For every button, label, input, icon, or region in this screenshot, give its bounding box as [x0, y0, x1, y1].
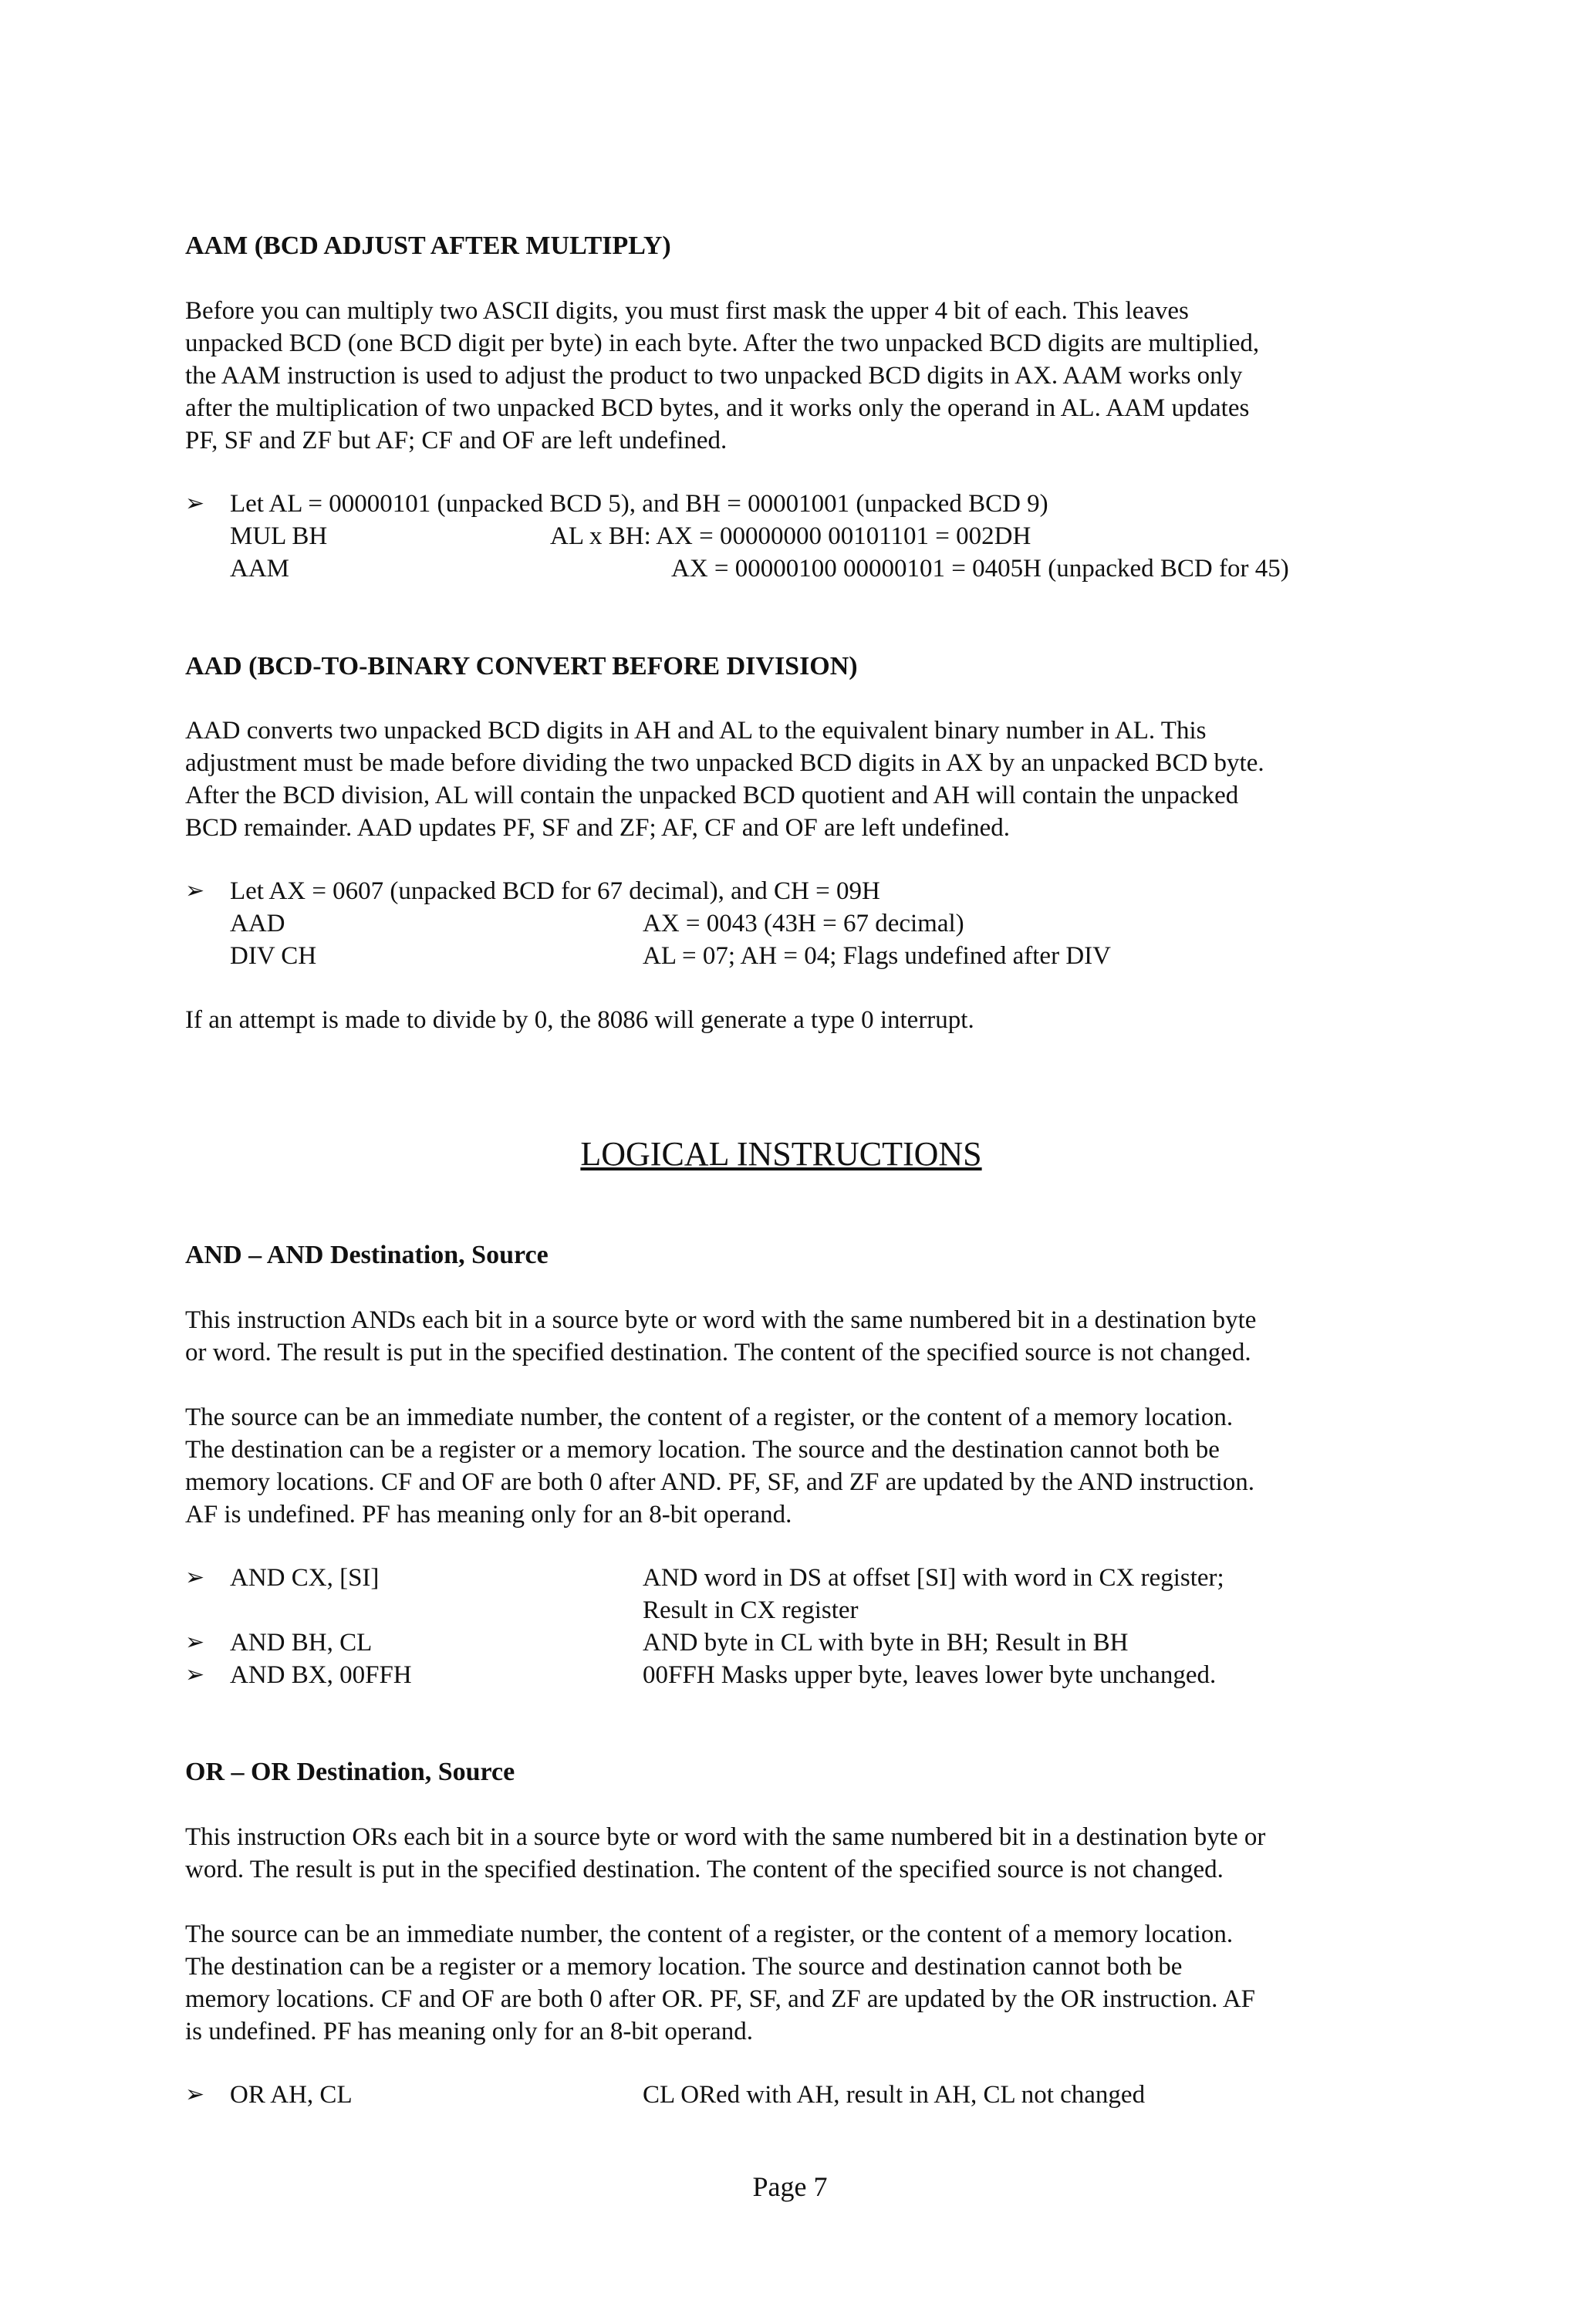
instruction-description: AND byte in CL with byte in BH; Result in BH — [643, 1629, 1129, 1657]
instruction: AND CX, [SI] — [230, 1564, 380, 1592]
instruction-description: CL ORed with AH, result in AH, CL not changed — [643, 2081, 1146, 2109]
instruction-description: AL = 07; AH = 04; Flags undefined after DIV — [643, 942, 1111, 970]
or-paragraph-1 — [185, 1821, 1377, 1886]
instruction: MUL BH — [230, 522, 328, 550]
instruction-description: AL x BH: AX = 00000000 00101101 = 002DH — [550, 522, 1031, 550]
or-line: This instruction ORs each bit in a source byte or word with the same numbered bit in a destination byte or — [185, 1823, 1266, 1851]
aad-example-row — [185, 907, 1377, 940]
and-line: AF is undefined. PF has meaning only for an 8-bit operand. — [185, 1501, 792, 1529]
and-example-row-continued — [185, 1594, 1377, 1626]
and-line: The destination can be a register or a memory location. The source and the destination cannot both be — [185, 1436, 1220, 1464]
aam-line: after the multiplication of two unpacked BCD bytes, and it works only the operand in AL. AAM updates — [185, 394, 1250, 422]
or-line: word. The result is put in the specified destination. The content of the specified source is not changed. — [185, 1856, 1224, 1883]
aam-line: unpacked BCD (one BCD digit per byte) in each byte. After the two unpacked BCD digits are multiplied, — [185, 329, 1260, 357]
and-example-row — [185, 1562, 1377, 1594]
aad-example-row — [185, 940, 1377, 972]
instruction-description: AX = 00000100 00000101 = 0405H (unpacked BCD for 45) — [671, 555, 1289, 583]
instruction-description: AX = 0043 (43H = 67 decimal) — [643, 910, 964, 937]
instruction: OR AH, CL — [230, 2081, 353, 2109]
instruction-description: AND word in DS at offset [SI] with word in CX register; — [643, 1564, 1224, 1592]
or-line: The source can be an immediate number, the content of a register, or the content of a memory location. — [185, 1920, 1234, 1948]
aam-example-row — [185, 520, 1377, 552]
and-line: memory locations. CF and OF are both 0 after AND. PF, SF, and ZF are updated by the AND instruction. — [185, 1468, 1255, 1496]
and-paragraph-2 — [185, 1401, 1377, 1531]
aad-paragraph — [185, 714, 1377, 844]
or-line: The destination can be a register or a memory location. The source and destination cannot both be — [185, 1953, 1183, 1981]
and-heading: AND – AND Destination, Source — [185, 1241, 549, 1269]
instruction: AND BX, 00FFH — [230, 1661, 412, 1689]
document-page — [185, 0, 1377, 2324]
bullet-arrow-icon: ➢ — [185, 1661, 205, 1688]
aad-line: After the BCD division, AL will contain the unpacked BCD quotient and AH will contain the unpacked — [185, 782, 1239, 809]
aam-paragraph — [185, 295, 1377, 457]
or-line: memory locations. CF and OF are both 0 after OR. PF, SF, and ZF are updated by the OR instruction. AF — [185, 1985, 1255, 2013]
aad-heading: AAD (BCD-TO-BINARY CONVERT BEFORE DIVISION) — [185, 652, 858, 681]
instruction: AND BH, CL — [230, 1629, 373, 1657]
and-line: or word. The result is put in the specified destination. The content of the specified source is not changed. — [185, 1339, 1251, 1366]
or-line: is undefined. PF has meaning only for an 8-bit operand. — [185, 2018, 753, 2045]
aad-line: AAD converts two unpacked BCD digits in AH and AL to the equivalent binary number in AL. This — [185, 717, 1207, 745]
or-example-row — [185, 2079, 1377, 2111]
aam-example-row — [185, 552, 1377, 585]
and-example-row — [185, 1659, 1377, 1691]
aad-example-let — [185, 875, 1377, 907]
aam-line: the AAM instruction is used to adjust the product to two unpacked BCD digits in AX. AAM works only — [185, 362, 1243, 390]
aad-note: If an attempt is made to divide by 0, the 8086 will generate a type 0 interrupt. — [185, 1006, 974, 1034]
example-text: Let AL = 00000101 (unpacked BCD 5), and BH = 00001001 (unpacked BCD 9) — [230, 490, 1048, 518]
instruction: AAM — [230, 555, 290, 583]
bullet-arrow-icon: ➢ — [185, 1629, 205, 1656]
instruction-description: Result in CX register — [643, 1596, 859, 1624]
bullet-arrow-icon: ➢ — [185, 2081, 205, 2108]
bullet-arrow-icon: ➢ — [185, 490, 205, 517]
aam-line: Before you can multiply two ASCII digits, you must first mask the upper 4 bit of each. This leaves — [185, 297, 1189, 325]
and-line: This instruction ANDs each bit in a source byte or word with the same numbered bit in a destination byte — [185, 1306, 1257, 1334]
example-text: Let AX = 0607 (unpacked BCD for 67 decimal), and CH = 09H — [230, 877, 880, 905]
and-example-row — [185, 1626, 1377, 1659]
instruction: DIV CH — [230, 942, 317, 970]
or-heading: OR – OR Destination, Source — [185, 1758, 515, 1786]
and-paragraph-1 — [185, 1304, 1377, 1369]
or-paragraph-2 — [185, 1918, 1377, 2048]
aam-heading: AAM (BCD ADJUST AFTER MULTIPLY) — [185, 231, 671, 260]
instruction-description: 00FFH Masks upper byte, leaves lower byte unchanged. — [643, 1661, 1217, 1689]
and-line: The source can be an immediate number, the content of a register, or the content of a memory location. — [185, 1404, 1234, 1431]
aam-example-let — [185, 488, 1377, 520]
instruction: AAD — [230, 910, 285, 937]
aad-line: adjustment must be made before dividing the two unpacked BCD digits in AX by an unpacked BCD byte. — [185, 749, 1264, 777]
page-number: Page 7 — [752, 2171, 828, 2202]
section-title: LOGICAL INSTRUCTIONS — [580, 1135, 982, 1173]
bullet-arrow-icon: ➢ — [185, 1564, 205, 1591]
aam-line: PF, SF and ZF but AF; CF and OF are left undefined. — [185, 427, 728, 454]
aad-line: BCD remainder. AAD updates PF, SF and ZF; AF, CF and OF are left undefined. — [185, 814, 1010, 842]
bullet-arrow-icon: ➢ — [185, 877, 205, 904]
